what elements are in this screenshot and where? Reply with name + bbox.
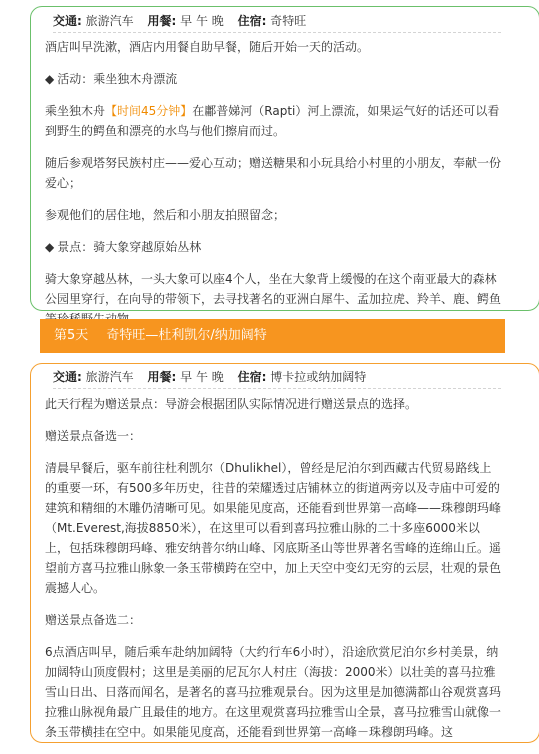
day4-info-row bbox=[53, 10, 501, 33]
diamond-bullet-icon: ◆ bbox=[45, 240, 55, 254]
day5-paragraph-intro: 此天行程为赠送景点：导游会根据团队实际情况进行赠送景点的选择。 bbox=[45, 397, 418, 411]
meals-value: 早 午 晚 bbox=[180, 14, 224, 28]
meals-label: 用餐: bbox=[147, 370, 177, 384]
day-number: 第5天 bbox=[54, 328, 89, 343]
day4-itinerary-card bbox=[30, 6, 539, 311]
transport-value: 旅游汽车 bbox=[85, 14, 134, 28]
day5-option1-heading: 赠送景点备选一： bbox=[45, 429, 142, 443]
duration-highlight: 【时间45分钟】 bbox=[105, 104, 193, 118]
transport-label: 交通: bbox=[53, 370, 82, 384]
day5-option1-text: 清晨早餐后，驱车前往杜利凯尔（Dhulikhel），曾经是尼泊尔到西藏古代贸易路线上的重要一环，有500多年历史，往昔的荣耀透过店铺林立的街道两旁以及寺庙中可爱的建筑和精细的木雕仍清晰可见。如果能见度高，还能看到世界第一高峰——珠穆朗玛峰（Mt.Everest,海拔8850米），在这里可以看到喜玛拉雅山脉的二十多座6000米以上，包括珠穆朗玛峰、雅安纳普尔纳山峰、冈底斯圣山等世界著名雪峰的连绵山丘。遥望前方喜马拉雅山脉象一条玉带横跨在空中，加上天空中变幻无穷的云层，壮观的景色震撼人心。 bbox=[45, 461, 502, 595]
transport-label: 交通: bbox=[53, 14, 82, 28]
day4-paragraph-photo: 参观他们的居住地，然后和小朋友拍照留念； bbox=[45, 208, 286, 222]
day-route: 奇特旺—杜利凯尔/纳加阔特 bbox=[106, 328, 267, 343]
lodging-value: 奇特旺 bbox=[270, 14, 307, 28]
day4-paragraph-morning: 酒店叫早洗漱，酒店内用餐自助早餐，随后开始一天的活动。 bbox=[45, 40, 370, 54]
day4-sight-heading: ◆ 景点：骑大象穿越原始丛林 bbox=[45, 240, 202, 254]
day5-header-banner bbox=[40, 319, 505, 353]
lodging-label: 住宿: bbox=[237, 370, 267, 384]
meals-value: 早 午 晚 bbox=[180, 370, 224, 384]
day4-activity-heading: ◆ 活动：乘坐独木舟漂流 bbox=[45, 72, 178, 86]
lodging-label: 住宿: bbox=[237, 14, 267, 28]
day4-content bbox=[45, 37, 501, 341]
day5-itinerary-card bbox=[30, 363, 539, 743]
day4-paragraph-elephant: 骑大象穿越丛林，一头大象可以座4个人，坐在大象背上缓慢的在这个南亚最大的森林公园里穿行，在向导的带领下，去寻找著名的亚洲白犀牛、孟加拉虎、羚羊、鹿、鳄鱼 bbox=[45, 272, 502, 306]
day4-paragraph-rafting: 乘坐独木舟【时间45分钟】在鄘普娣河（Rapti）河上漂流，如果运气好的话还可以看到野生的鳄鱼和漂亮的水鸟与他们擦肩而过。 bbox=[45, 104, 500, 138]
meals-label: 用餐: bbox=[147, 14, 177, 28]
day4-paragraph-village: 随后参观塔努民族村庄——爱心互动；赠送糖果和小玩具给小村里的小朋友，奉献一份爱心； bbox=[45, 156, 502, 190]
lodging-value: 博卡拉或纳加阔特 bbox=[270, 370, 367, 384]
day5-option2-heading: 赠送景点备选二： bbox=[45, 613, 142, 627]
day5-content bbox=[45, 394, 501, 754]
transport-value: 旅游汽车 bbox=[85, 370, 134, 384]
day5-info-row bbox=[53, 366, 501, 389]
diamond-bullet-icon: ◆ bbox=[45, 72, 55, 86]
day5-option2-text: 6点酒店叫早，随后乘车赴纳加阔特（大约行车6小时），沿途欣赏尼泊尔乡村美景，纳加阔特山顶度假村；这里是美丽的尼瓦尔人村庄（海拔：2000米）以壮美的喜马拉雅雪山日出、日落而闻名，是著名的喜马拉雅观景台。因为这里是加德满都山谷观赏喜玛拉雅山脉视角最广且最佳的地方。在这里观赏喜玛拉雅雪山全景，喜马拉雅雪山就像一条玉带横挂在空中。如果能见度高，还能看到世界第一高峰－珠穆朗玛峰。这 bbox=[45, 645, 502, 739]
